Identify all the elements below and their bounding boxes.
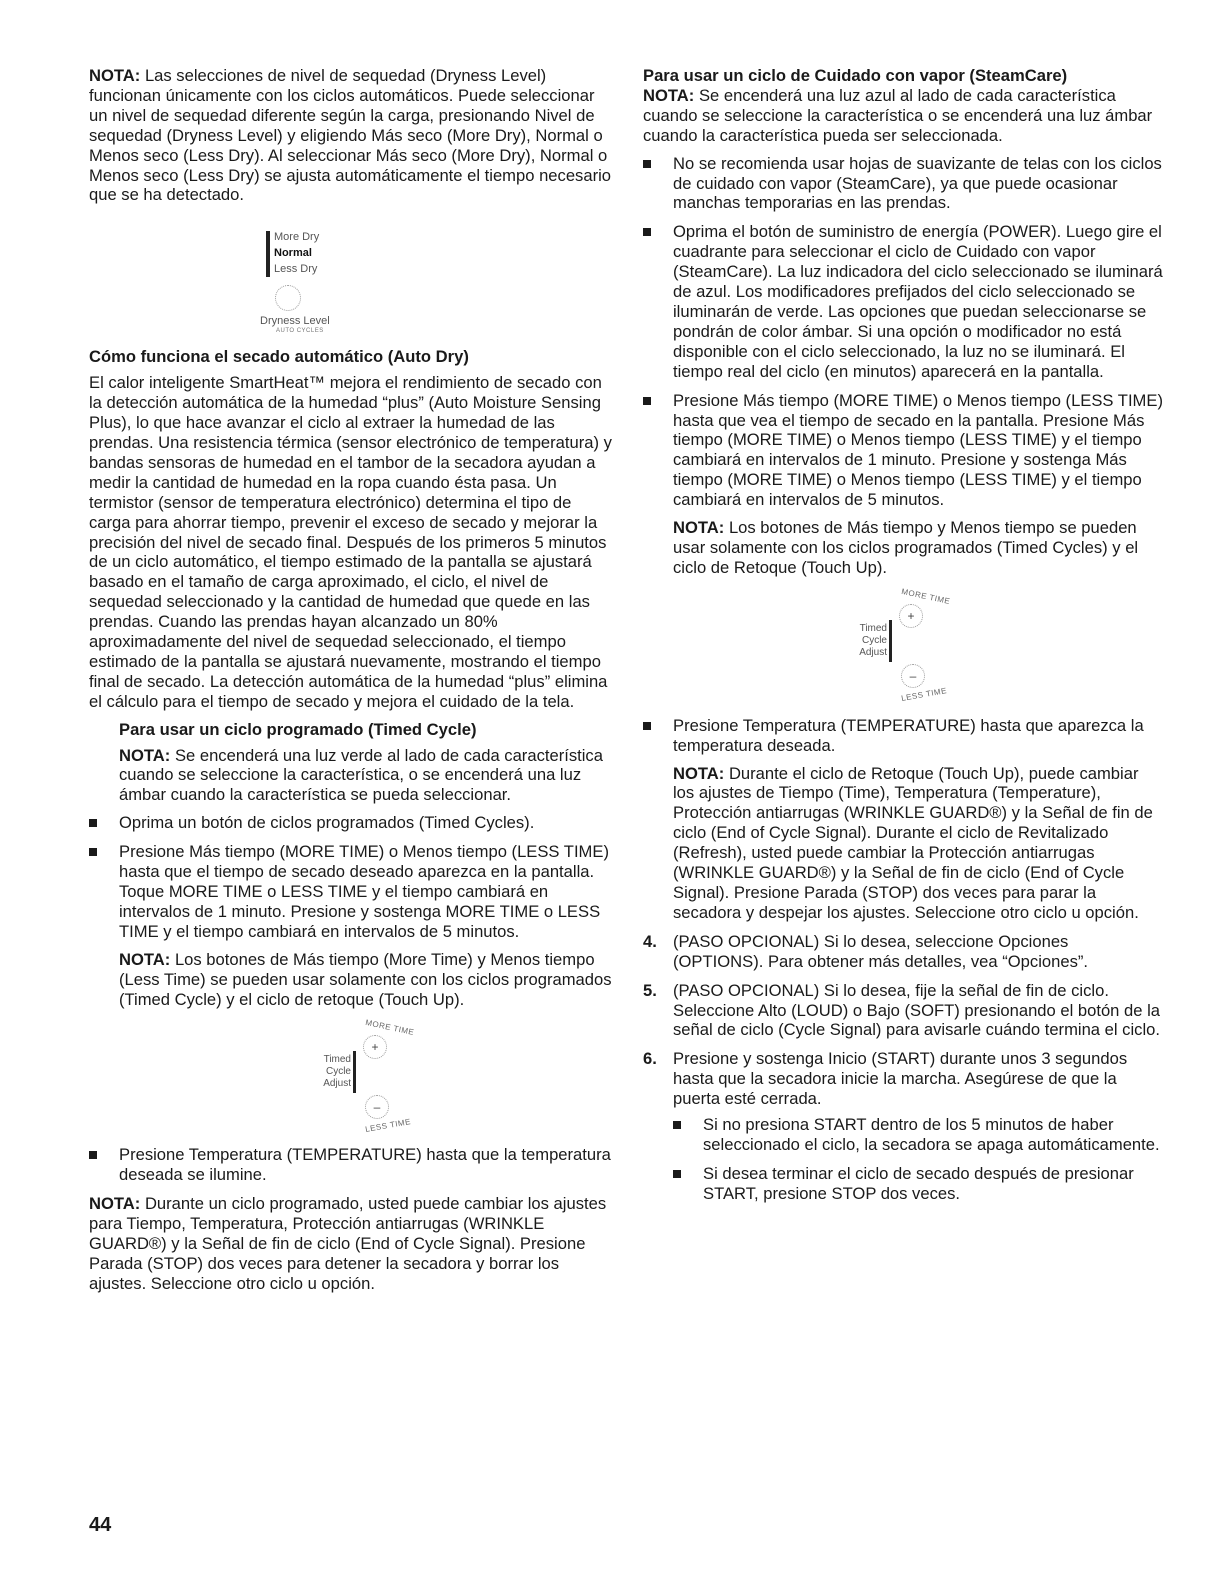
steam-step-1: No se recomienda usar hojas de suavizante de telas con los ciclos de cuidado con vapor (SteamCare), ya que puede ocasionar manchas temporarias en las prendas.: [673, 153, 1162, 213]
list-item: [673, 1115, 1163, 1155]
steamcare-heading: Para usar un ciclo de Cuidado con vapor (SteamCare): [643, 66, 1068, 85]
dryness-level-figure: [260, 225, 400, 337]
step-6-subitems: [673, 1115, 1163, 1204]
time-indicator-bar: [889, 620, 892, 662]
list-item: [673, 1164, 1163, 1204]
less-time-label: LESS TIME: [364, 1117, 412, 1135]
list-item: [643, 981, 1163, 1041]
list-item: [643, 222, 1163, 381]
numbered-steps: [643, 932, 1163, 1204]
steam-step-3: Presione Más tiempo (MORE TIME) o Menos tiempo (LESS TIME) hasta que vea el tiempo de secado en la pantalla. Presione Más tiempo (MORE TIME) o Menos tiempo (LESS TIME) y el tiempo cambiará en intervalos de 1 minuto. Presione y sostenga Más tiempo (MORE TIME) o Menos tiempo (LESS TIME) y el tiempo cambiará en intervalos de 5 minutos.: [673, 390, 1163, 510]
dryness-caption: Dryness Level: [260, 315, 330, 328]
dryness-indicator-bar: [266, 231, 270, 277]
steam-step-4-note-text: Durante el ciclo de Retoque (Touch Up), puede cambiar los ajustes de Tiempo (Time), Temperatura (Temperature), Protección antiarrugas (WRINKLE GUARD®) y la Señal de fin de ciclo (End of Cycle Signal). Durante el ciclo de Revitalizado (Refresh), usted puede cambiar la Protección antiarrugas (WRINKLE GUARD®) y la Señal de fin de ciclo (End of Cycle Signal). Presione Parada (STOP) dos veces para parar la secadora y despejar los ajustes. Seleccione otro ciclo u opción.: [673, 763, 1153, 922]
timed-cycle-heading: Para usar un ciclo programado (Timed Cycle): [119, 719, 477, 739]
list-item: [643, 932, 1163, 972]
adjust-label: Adjust: [323, 1078, 351, 1090]
dryness-option-more-dry: More Dry: [274, 231, 320, 244]
nota-label: NOTA:: [673, 518, 725, 538]
plus-icon: +: [363, 1035, 387, 1059]
plus-icon: +: [899, 604, 923, 628]
time-indicator-bar: [353, 1051, 356, 1093]
cycle-label: Cycle: [325, 1066, 351, 1078]
timed-label: Timed: [859, 622, 887, 634]
less-time-label: LESS TIME: [900, 685, 948, 703]
steamcare-note-text: Se encenderá una luz azul al lado de cada característica cuando se seleccione la característica o se encenderá una luz ámbar cuando la característica pueda ser seleccionada.: [643, 85, 1153, 145]
autodry-body: El calor inteligente SmartHeat™ mejora el rendimiento de secado con la detección automática de la humedad “plus” (Auto Moisture Sensing Plus), lo que hace avanzar el ciclo al extraer la humedad de las prendas. Una resistencia térmica (sensor electrónico de temperatura) y bandas sensoras de humedad en el tambor de la secadora ayudan a medir la cantidad de humedad en la ropa cuando ésta pasa. Un termistor (sensor de temperatura electrónico) determina el tipo de carga para ahorrar tiempo, prevenir el exceso de secado y mejorar la precisión del nivel de secado final. Después de los primeros 5 minutos de un ciclo automático, el tiempo estimado de la pantalla se ajustará basado en el tamaño de carga aproximado, el ciclo, el nivel de sequedad seleccionado y la cantidad de humedad que quede en las prendas. Cuando las prendas hayan alcanzado un 80% aproximadamente del nivel de sequedad seleccionado, el tiempo estimado de la pantalla se ajustará nuevamente, mostrando el tiempo final de secado. La detección automática de la humedad “plus” elimina el cálculo para el tiempo de secado y mejora el cuidado de la tela.: [89, 373, 612, 711]
list-item: [643, 1049, 1163, 1203]
timed-step-2-note: [119, 950, 617, 1010]
timed-final-note: [89, 1194, 617, 1294]
steamcare-note: [643, 86, 1163, 146]
step-4-text: (PASO OPCIONAL) Si lo desea, seleccione Opciones (OPTIONS). Para obtener más detalles, vea “Opciones”.: [673, 931, 1089, 971]
timed-step-2: Presione Más tiempo (MORE TIME) o Menos tiempo (LESS TIME) hasta que el tiempo de secado deseado aparezca en la pantalla. Toque MORE TIME o LESS TIME y el tiempo cambiará en intervalos de 1 minuto. Presione y sostenga MORE TIME o LESS TIME y el tiempo cambiará en intervalos de 5 minutos.: [119, 842, 609, 941]
timed-cycle-section: [119, 720, 617, 806]
steamcare-steps: [643, 154, 1163, 578]
step-number: 6.: [643, 1049, 657, 1069]
cycle-label: Cycle: [861, 634, 887, 646]
step-number: 5.: [643, 980, 657, 1000]
right-column: [643, 66, 1163, 1213]
steam-step-3-note-text: Los botones de Más tiempo y Menos tiempo se pueden usar solamente con los ciclos programados (Timed Cycles) y el ciclo de Retoque (Touch Up).: [673, 518, 1139, 577]
dryness-button-icon: [275, 285, 301, 311]
autodry-heading: Cómo funciona el secado automático (Auto Dry): [89, 347, 469, 367]
dryness-note: [89, 66, 617, 205]
page-number: 44: [89, 1514, 112, 1536]
timed-step-1: Oprima un botón de ciclos programados (Timed Cycles).: [119, 813, 535, 833]
timed-final-note-text: Durante un ciclo programado, usted puede cambiar los ajustes para Tiempo, Temperatura, Protección antiarrugas (WRINKLE GUARD®) y la Señal de fin de ciclo (End of Cycle Signal). Presione Parada (STOP) dos veces para detener la secadora y borrar los ajustes. Seleccione otro ciclo u opción.: [89, 1194, 607, 1293]
timed-cycle-steps: [89, 813, 617, 1185]
dryness-note-text: Las selecciones de nivel de sequedad (Dryness Level) funcionan únicamente con los ciclos automáticos. Puede seleccionar un nivel de sequedad diferente según la carga, presionando Nivel de sequedad (Dryness Level) y eligiendo Más seco (More Dry), Normal o Menos seco (Less Dry). Al seleccionar Más seco (More Dry), Normal o Menos seco (Less Dry) se ajusta automáticamente el tiempo necesario que se ha detectado.: [89, 66, 612, 205]
steam-step-4: Presione Temperatura (TEMPERATURE) hasta que aparezca la temperatura deseada.: [673, 715, 1144, 755]
timed-cycle-note: [119, 746, 617, 806]
list-item: [643, 716, 1163, 923]
step-number: 4.: [643, 931, 657, 951]
steamcare-steps-cont: [643, 716, 1163, 923]
dryness-option-less-dry: Less Dry: [274, 263, 318, 276]
more-time-label: MORE TIME: [364, 1018, 416, 1038]
time-adjust-figure: [855, 586, 965, 703]
left-column: [89, 66, 617, 1302]
list-item: [643, 154, 1163, 214]
dryness-option-normal: Normal: [274, 247, 312, 260]
step-6-sub-1: Si no presiona START dentro de los 5 minutos de haber seleccionado el ciclo, la secadora se apaga automáticamente.: [703, 1115, 1160, 1154]
step-6-sub-2: Si desea terminar el ciclo de secado después de presionar START, presione STOP dos veces.: [703, 1163, 1134, 1203]
step-5-text: (PASO OPCIONAL) Si lo desea, fije la señal de fin de ciclo. Seleccione Alto (LOUD) o Bajo (SOFT) presionando el botón de la señal de ciclo (Cycle Signal) para avisarle cuándo termina el ciclo.: [673, 980, 1161, 1040]
minus-icon: –: [365, 1095, 389, 1119]
list-item: [643, 391, 1163, 578]
more-time-label: MORE TIME: [900, 586, 952, 606]
nota-label: NOTA:: [119, 949, 171, 969]
nota-label: NOTA:: [673, 763, 725, 783]
nota-label: NOTA:: [89, 1194, 141, 1214]
time-adjust-figure: [319, 1018, 429, 1135]
nota-label: NOTA:: [89, 66, 141, 85]
list-item: [89, 1145, 617, 1185]
adjust-label: Adjust: [859, 646, 887, 658]
steam-step-4-note: [673, 764, 1163, 923]
timed-cycle-note-text: Se encenderá una luz verde al lado de cada característica cuando se seleccione la característica, o se encenderá una luz ámbar cuando la característica se pueda seleccionar.: [119, 745, 603, 805]
dryness-subcaption: AUTO CYCLES: [276, 328, 324, 335]
timed-step-3: Presione Temperatura (TEMPERATURE) hasta que la temperatura deseada se ilumine.: [119, 1145, 611, 1185]
nota-label: NOTA:: [643, 85, 695, 105]
timed-step-2-note-text: Los botones de Más tiempo (More Time) y Menos tiempo (Less Time) se pueden usar solamente con los ciclos programados (Timed Cycle) y el ciclo de retoque (Touch Up).: [119, 949, 612, 1009]
list-item: [89, 842, 617, 1133]
steam-step-3-note: [673, 518, 1163, 578]
timed-label: Timed: [323, 1054, 351, 1066]
step-6-text: Presione y sostenga Inicio (START) durante unos 3 segundos hasta que la secadora inicie la marcha. Asegúrese de que la puerta esté cerrada.: [673, 1049, 1128, 1109]
minus-icon: –: [901, 664, 925, 688]
list-item: [89, 813, 617, 833]
steam-step-2: Oprima el botón de suministro de energía (POWER). Luego gire el cuadrante para seleccionar el ciclo de Cuidado con vapor (SteamCare). La luz indicadora del ciclo seleccionado se iluminará de azul. Los modificadores prefijados del ciclo seleccionado se iluminarán de verde. Las opciones que puedan seleccionarse se pondrán de color ámbar. Si una opción o modificador no está disponible con el ciclo seleccionado, la luz no se iluminará. El tiempo real del ciclo (en minutos) aparecerá en la pantalla.: [673, 222, 1163, 381]
nota-label: NOTA:: [119, 745, 171, 765]
